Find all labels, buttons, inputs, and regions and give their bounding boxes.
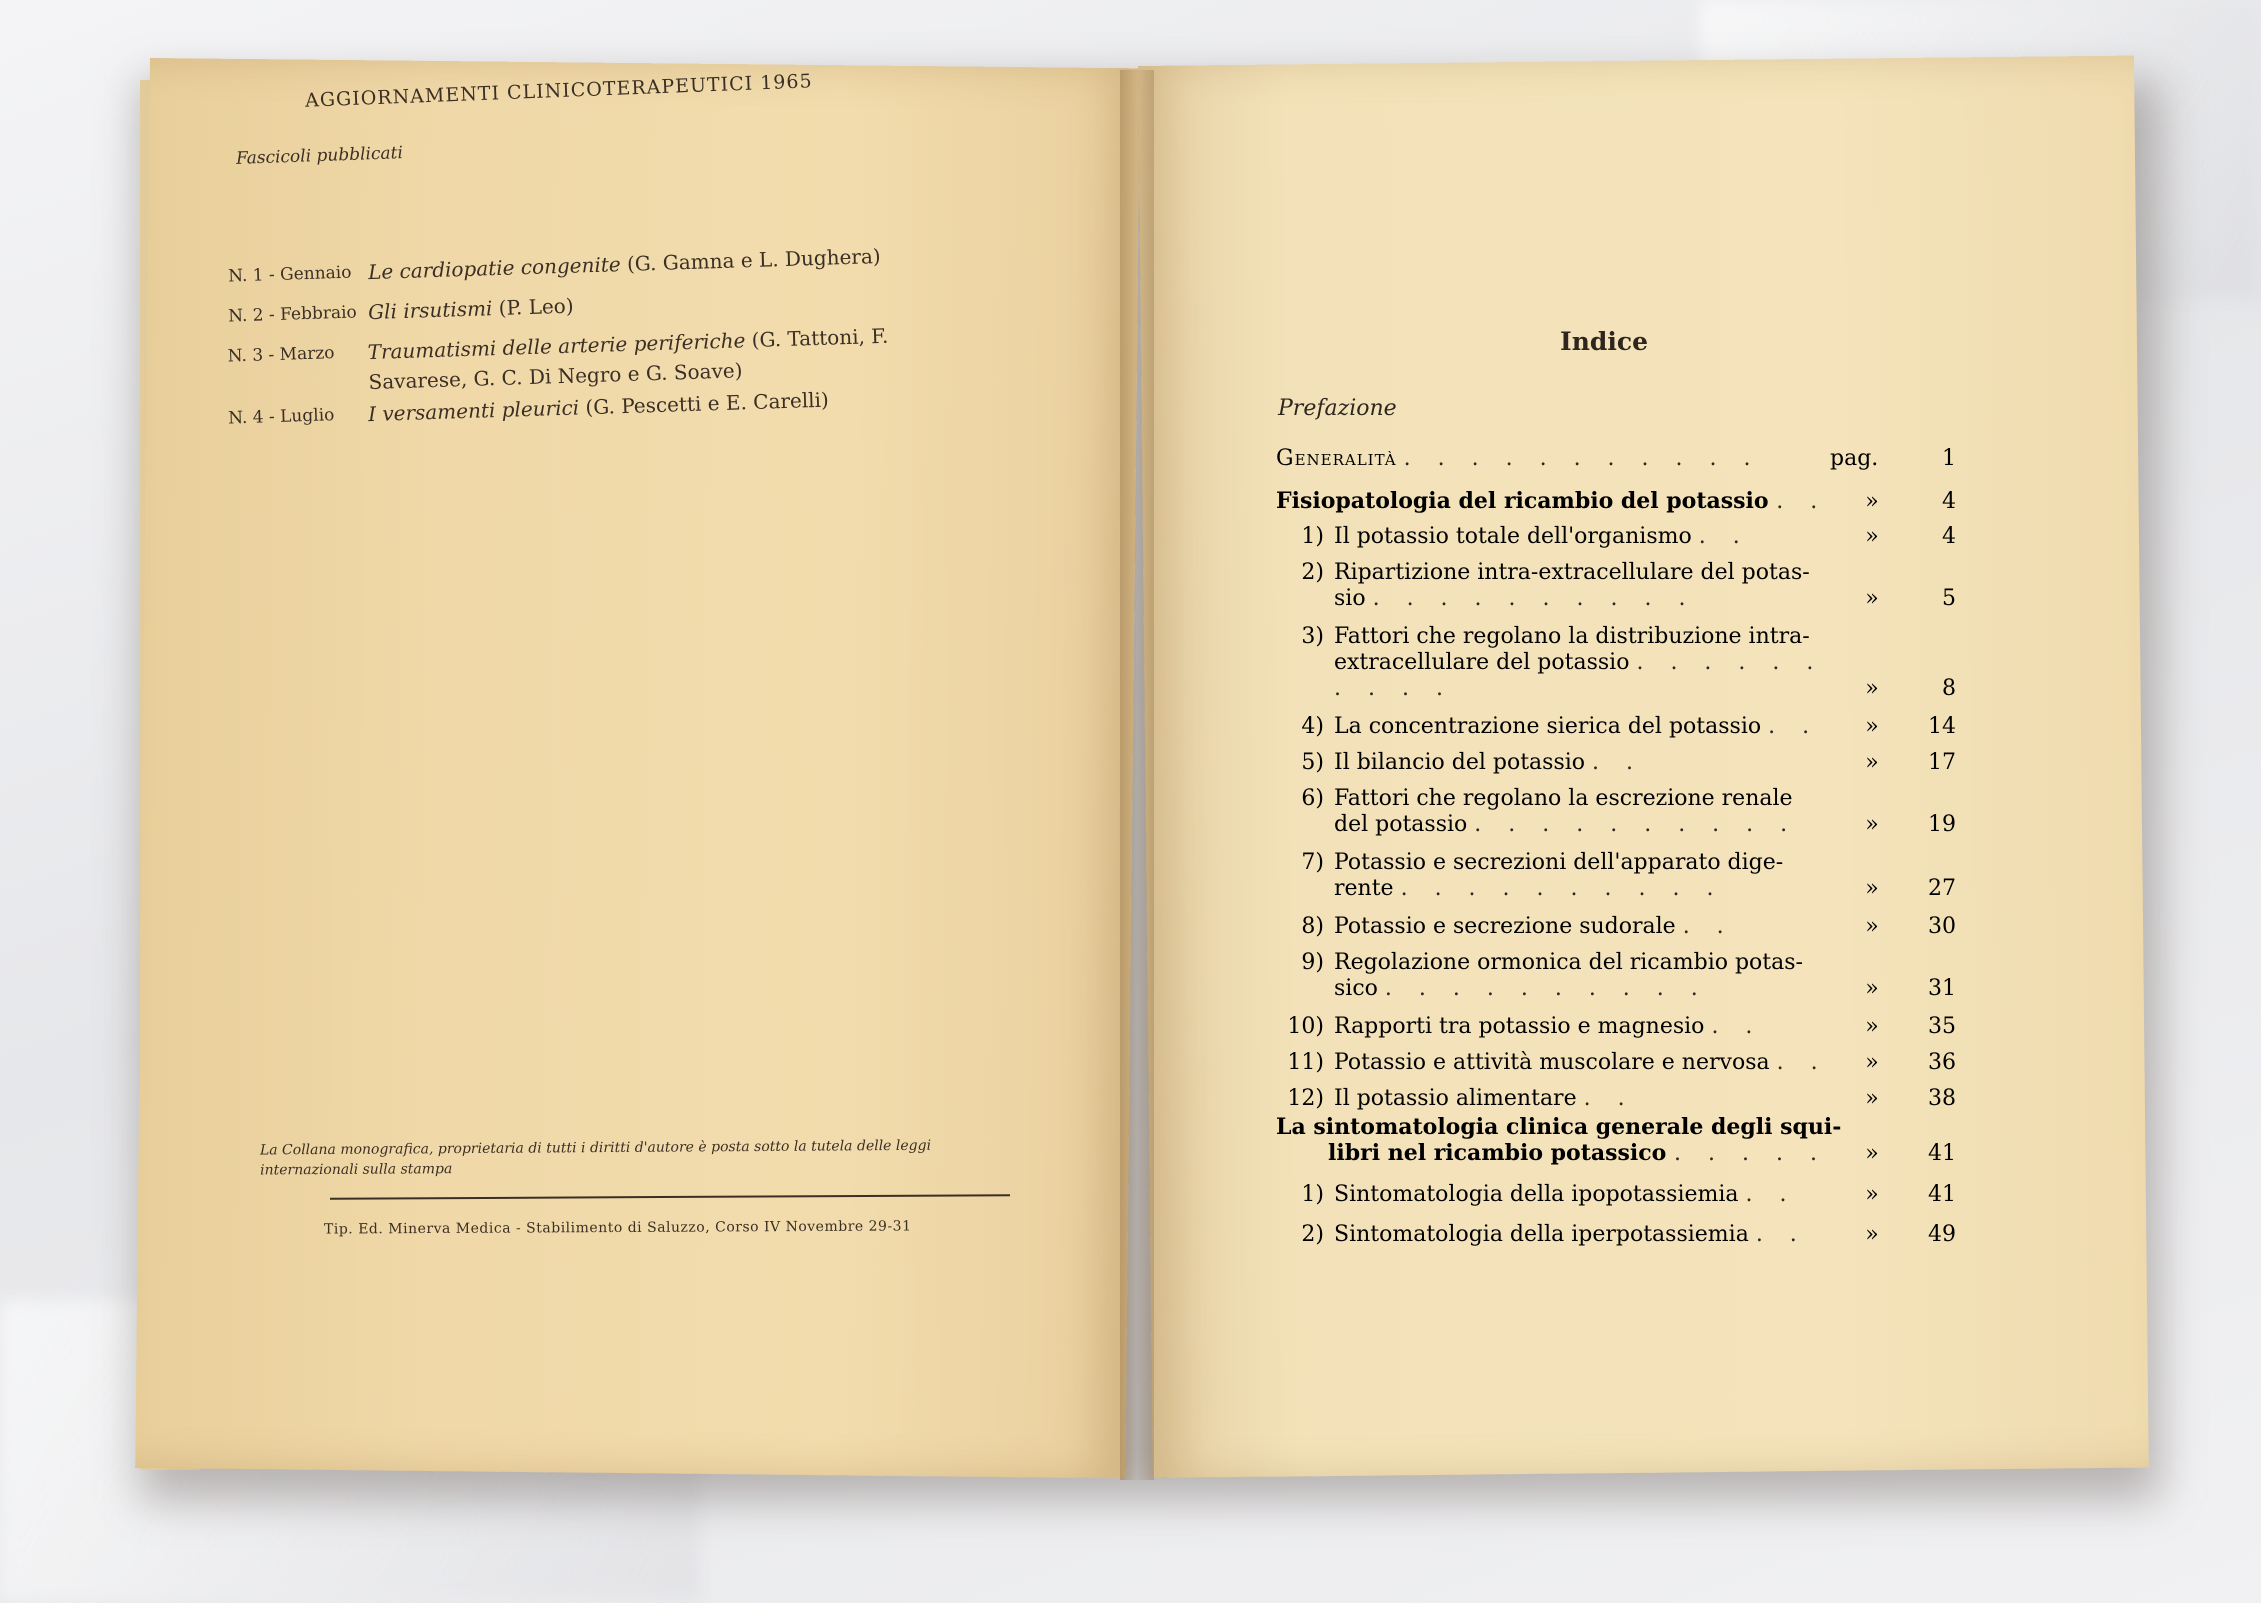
toc-ditto-mark: » xyxy=(1865,1086,1879,1111)
published-issues-heading: Fascicoli pubblicati xyxy=(235,143,404,169)
toc-entry: 2) Ripartizione intra-extracellulare del potas- sio . . . . . . . . . . » 5 xyxy=(1276,560,1956,612)
toc-entry-number: 3) xyxy=(1301,624,1324,649)
toc-entry-label-line2: sio xyxy=(1334,586,1366,611)
toc-entry-number: 4) xyxy=(1301,714,1324,739)
toc-entry-label: Il bilancio del potassio xyxy=(1334,750,1586,775)
issue-authors: (G. Pescetti e E. Carelli) xyxy=(585,387,830,420)
toc-ditto-mark: » xyxy=(1865,750,1879,775)
toc-page-number: 36 xyxy=(1928,1050,1956,1075)
issue-number: N. 4 - Luglio xyxy=(227,405,335,429)
toc-entry-label: Potassio e attività muscolare e nervosa xyxy=(1334,1050,1770,1075)
toc-pag-label: pag. xyxy=(1830,446,1879,471)
series-header: AGGIORNAMENTI CLINICOTERAPEUTICI 1965 xyxy=(304,70,813,112)
toc-entry: 8) Potassio e secrezione sudorale . . » 30 xyxy=(1276,914,1956,940)
toc-ditto-mark: » xyxy=(1865,1014,1879,1039)
issue-number: N. 3 - Marzo xyxy=(227,343,335,367)
toc-page-number: 17 xyxy=(1928,750,1956,775)
issue-title: Traumatismi delle arterie periferiche xyxy=(367,328,746,365)
toc-entry-label: Sintomatologia della ipopotassiemia xyxy=(1334,1182,1739,1207)
issue-authors: (G. Gamna e L. Dughera) xyxy=(626,243,882,276)
toc-section-label-line2: libri nel ricambio potassico xyxy=(1328,1140,1667,1166)
toc-entry-label-line1: Regolazione ormonica del ricambio potas- xyxy=(1334,950,1803,975)
toc-ditto-mark: » xyxy=(1865,914,1879,939)
toc-entry-label-line2: rente xyxy=(1334,876,1394,901)
toc-ditto-mark: » xyxy=(1865,1182,1879,1207)
toc-entry-label: La concentrazione sierica del potassio xyxy=(1334,714,1762,739)
toc-entry: 12) Il potassio alimentare . . » 38 xyxy=(1276,1086,1956,1112)
toc-entry: 4) La concentrazione sierica del potassio . . » 14 xyxy=(1276,714,1956,740)
toc-ditto-mark: » xyxy=(1865,676,1879,701)
toc-ditto-mark: » xyxy=(1865,812,1879,837)
toc-entry-number: 8) xyxy=(1301,914,1324,939)
toc-page-number: 5 xyxy=(1942,586,1956,611)
toc-ditto-mark: » xyxy=(1865,489,1879,514)
toc-section-sintomatologia: La sintomatologia clinica generale degli squi- libri nel ricambio potassico . . . . . » 41 xyxy=(1276,1114,1956,1166)
toc-ditto-mark: » xyxy=(1865,1222,1879,1247)
toc-entry-label-line1: Fattori che regolano la distribuzione intra- xyxy=(1334,624,1810,649)
toc-page-number: 31 xyxy=(1928,976,1956,1001)
issue-title: I versamenti pleurici xyxy=(367,395,580,427)
toc-page-number: 49 xyxy=(1928,1222,1956,1247)
toc-ditto-mark: » xyxy=(1865,976,1879,1001)
toc-entry-number: 12) xyxy=(1287,1086,1324,1111)
toc-entry-number: 2) xyxy=(1301,1222,1324,1247)
toc-entry-label-line1: Fattori che regolano la escrezione renale xyxy=(1334,786,1793,811)
toc-entry-number: 1) xyxy=(1301,1182,1324,1207)
toc-page-number: 14 xyxy=(1928,714,1956,739)
toc-entry-label: Il potassio alimentare xyxy=(1334,1086,1577,1111)
toc-entry-number: 9) xyxy=(1301,950,1324,975)
issue-title: Le cardiopatie congenite xyxy=(367,252,622,285)
toc-entry: 3) Fattori che regolano la distribuzione intra- extracellulare del potassio . . . . . . . . . . » 8 xyxy=(1276,624,1956,702)
toc-page-number: 19 xyxy=(1928,812,1956,837)
toc-section-label: Fisiopatologia del ricambio del potassio xyxy=(1276,488,1769,514)
toc-section-label-line1: La sintomatologia clinica generale degli squi- xyxy=(1276,1114,1842,1140)
toc-page-number: 1 xyxy=(1942,446,1956,471)
toc-entry: 5) Il bilancio del potassio . . » 17 xyxy=(1276,750,1956,776)
toc-page-number: 35 xyxy=(1928,1014,1956,1039)
toc-entry-label: Sintomatologia della iperpotassiemia xyxy=(1334,1222,1749,1247)
toc-entry: 7) Potassio e secrezioni dell'apparato dige- rente . . . . . . . . . . » 27 xyxy=(1276,850,1956,902)
toc-entry-label-line1: Ripartizione intra-extracellulare del potas- xyxy=(1334,560,1810,585)
issue-authors: (G. Tattoni, F. Savarese, G. C. Di Negro e G. Soave) xyxy=(368,323,889,395)
copyright-note: La Collana monografica, proprietaria di tutti i diritti d'autore è posta sotto la tutela delle leggi internazionali sulla stampa xyxy=(259,1137,932,1179)
toc-ditto-mark: » xyxy=(1865,714,1879,739)
toc-generalita: Generalità . . . . . . . . . . . pag. 1 xyxy=(1276,446,1956,471)
toc-ditto-mark: » xyxy=(1865,524,1879,549)
toc-page-number: 41 xyxy=(1928,1182,1956,1207)
toc-ditto-mark: » xyxy=(1865,1141,1879,1166)
toc-entry-number: 1) xyxy=(1301,524,1324,549)
toc-section-fisiopatologia: Fisiopatologia del ricambio del potassio . . » 4 xyxy=(1276,488,1956,514)
issue-number: N. 2 - Febbraio xyxy=(227,302,358,327)
book-gutter xyxy=(1120,70,1154,1480)
toc-preface: Prefazione xyxy=(1278,396,1397,421)
toc-ditto-mark: » xyxy=(1865,1050,1879,1075)
toc-entry: 11) Potassio e attività muscolare e nervosa . . » 36 xyxy=(1276,1050,1956,1076)
toc-subsections-1 xyxy=(1276,524,1956,1122)
toc-entry-number: 6) xyxy=(1301,786,1324,811)
toc-page-number: 38 xyxy=(1928,1086,1956,1111)
issue-authors: (P. Leo) xyxy=(498,293,574,320)
toc-label: Generalità xyxy=(1276,446,1397,471)
toc-entry-number: 7) xyxy=(1301,850,1324,875)
toc-entry-label: Potassio e secrezione sudorale xyxy=(1334,914,1676,939)
toc-page-number: 4 xyxy=(1942,524,1956,549)
index-title: Indice xyxy=(1560,327,1648,356)
toc-entry-number: 5) xyxy=(1301,750,1324,775)
toc-entry: 9) Regolazione ormonica del ricambio potas- sico . . . . . . . . . . » 31 xyxy=(1276,950,1956,1002)
toc-page-number: 27 xyxy=(1928,876,1956,901)
toc-entry: 1) Sintomatologia della ipopotassiemia . . » 41 xyxy=(1276,1182,1956,1208)
toc-entry: 1) Il potassio totale dell'organismo . . » 4 xyxy=(1276,524,1956,550)
issue-number: N. 1 - Gennaio xyxy=(227,262,352,287)
toc-entry-label: Il potassio totale dell'organismo xyxy=(1334,524,1692,549)
issue-title: Gli irsutismi xyxy=(367,296,493,325)
toc-entry-label-line2: extracellulare del potassio xyxy=(1334,650,1630,675)
toc-page-number: 30 xyxy=(1928,914,1956,939)
toc-entry-label-line2: sico xyxy=(1334,976,1378,1001)
toc-entry: 2) Sintomatologia della iperpotassiemia . . » 49 xyxy=(1276,1222,1956,1248)
toc-entry-number: 2) xyxy=(1301,560,1324,585)
toc-page-number: 8 xyxy=(1942,676,1956,701)
toc-entry-label: Rapporti tra potassio e magnesio xyxy=(1334,1014,1705,1039)
toc-subsections-2 xyxy=(1276,1182,1956,1262)
toc-entry: 10) Rapporti tra potassio e magnesio . . » 35 xyxy=(1276,1014,1956,1040)
toc-page-number: 4 xyxy=(1942,489,1956,514)
toc-page-number: 41 xyxy=(1928,1141,1956,1166)
toc-entry-number: 10) xyxy=(1287,1014,1324,1039)
toc-ditto-mark: » xyxy=(1865,586,1879,611)
toc-entry: 6) Fattori che regolano la escrezione renale del potassio . . . . . . . . . . » 19 xyxy=(1276,786,1956,838)
toc-entry-label-line2: del potassio xyxy=(1334,812,1468,837)
toc-ditto-mark: » xyxy=(1865,876,1879,901)
toc-entry-label-line1: Potassio e secrezioni dell'apparato dige- xyxy=(1334,850,1784,875)
toc-entry-number: 11) xyxy=(1287,1050,1324,1075)
printer-line: Tip. Ed. Minerva Medica - Stabilimento di Saluzzo, Corso IV Novembre 29-31 xyxy=(323,1218,912,1238)
